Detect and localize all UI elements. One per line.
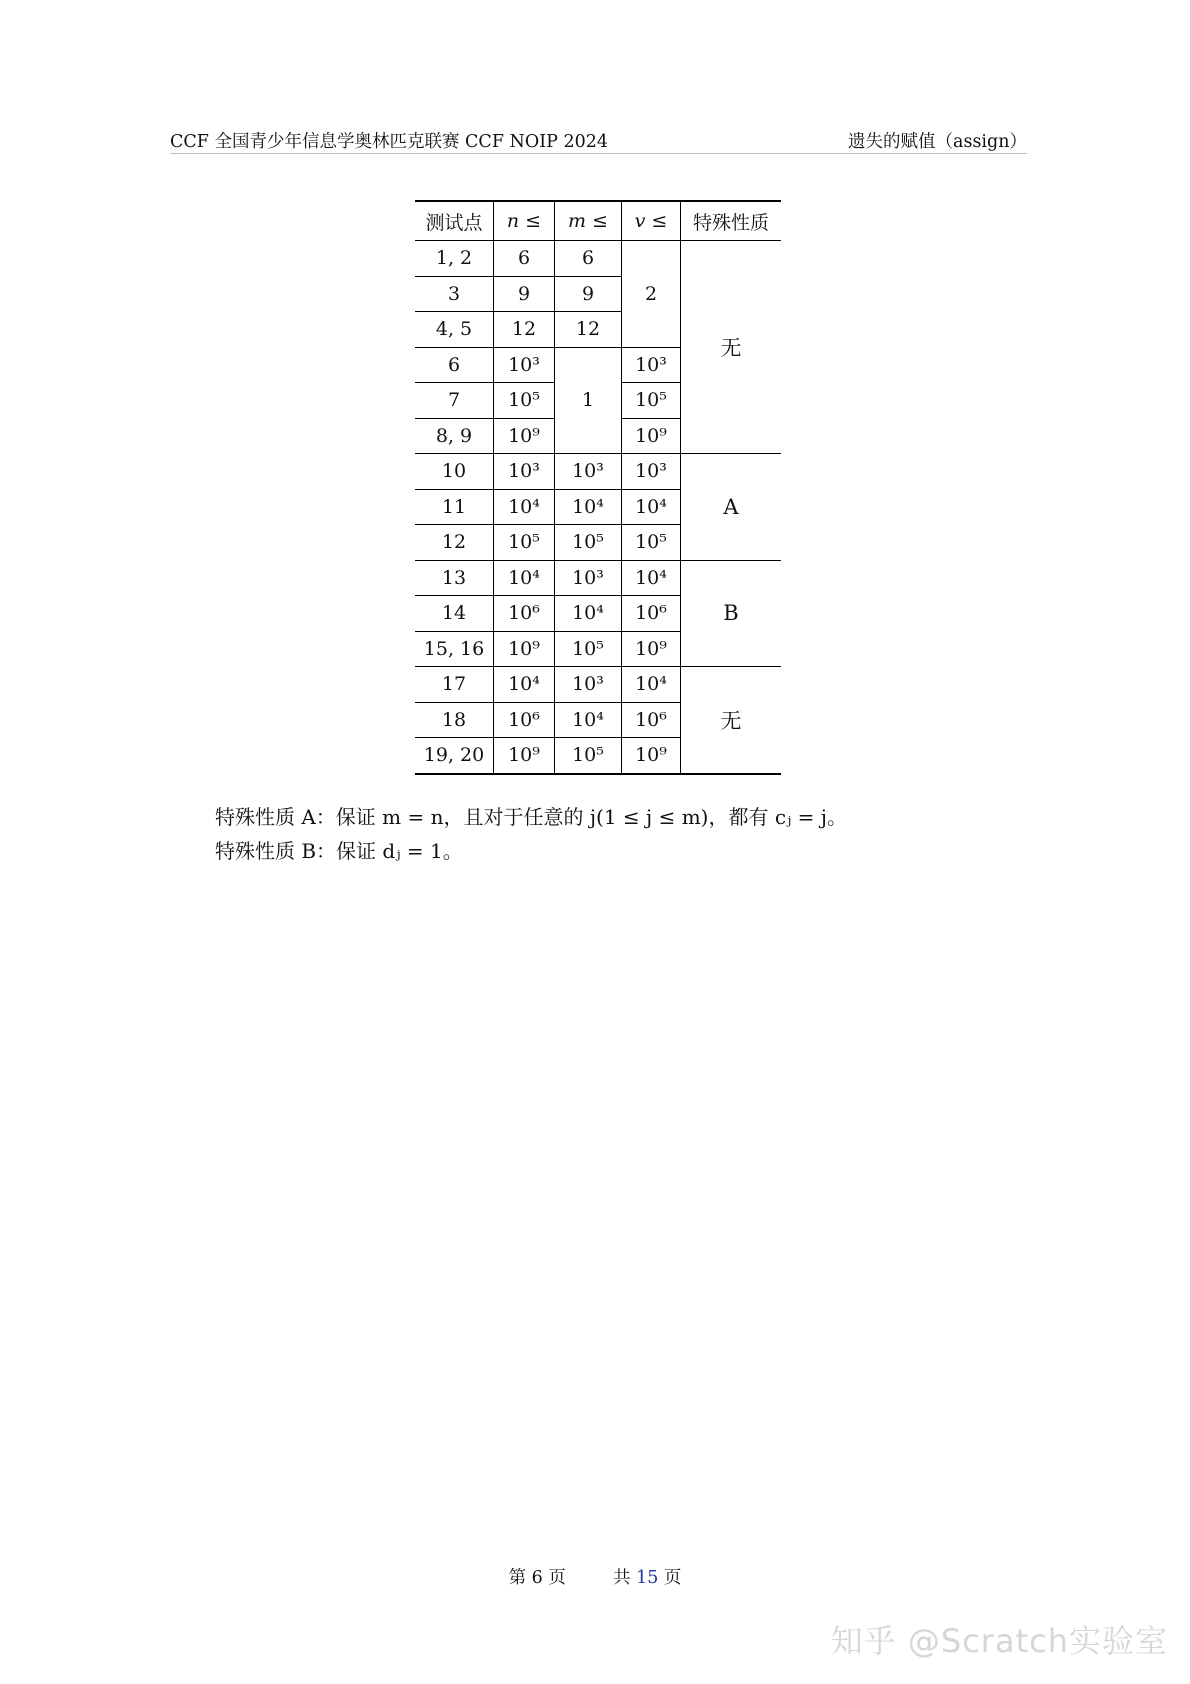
header-n-cell: n ≤ [494, 201, 555, 241]
m-cell: 10⁴ [555, 596, 622, 632]
test-cell: 6 [415, 347, 494, 383]
v-cell: 10⁴ [622, 489, 681, 525]
header-property-cell: 特殊性质 [681, 201, 782, 241]
page-number: 第 6 页 [508, 1568, 566, 1588]
n-cell: 10³ [494, 347, 555, 383]
header-m-cell: m ≤ [555, 201, 622, 241]
v-cell: 10⁴ [622, 667, 681, 703]
table-header-row [415, 201, 781, 241]
test-cell: 18 [415, 702, 494, 738]
v-cell: 10⁴ [622, 560, 681, 596]
m-cell: 10³ [555, 560, 622, 596]
header-v-cell: v ≤ [622, 201, 681, 241]
m-cell: 12 [555, 312, 622, 348]
n-cell: 10⁴ [494, 667, 555, 703]
property-cell-none: 无 [681, 241, 782, 454]
v-cell: 10⁶ [622, 596, 681, 632]
test-cell: 3 [415, 276, 494, 312]
property-b-note: 特殊性质 B：保证 dⱼ = 1。 [215, 839, 463, 863]
total-pages-suffix: 页 [663, 1568, 682, 1588]
test-cell: 7 [415, 383, 494, 419]
table-row [415, 560, 781, 596]
n-cell: 10⁶ [494, 596, 555, 632]
n-cell: 10⁹ [494, 418, 555, 454]
v-cell: 10⁹ [622, 418, 681, 454]
special-properties-notes [215, 800, 847, 868]
test-cell: 8, 9 [415, 418, 494, 454]
m-cell-merged: 1 [555, 347, 622, 454]
test-cell: 10 [415, 454, 494, 490]
table-row [415, 241, 781, 277]
test-cell: 19, 20 [415, 738, 494, 774]
page-header [170, 128, 1027, 153]
n-cell: 10³ [494, 454, 555, 490]
property-a-note: 特殊性质 A：保证 m = n，且对于任意的 j(1 ≤ j ≤ m)，都有 cⱼ = j。 [215, 805, 847, 829]
test-cell: 11 [415, 489, 494, 525]
header-rule [170, 153, 1027, 154]
n-cell: 10⁴ [494, 560, 555, 596]
header-problem-title: 遗失的赋值（assign） [848, 132, 1027, 152]
total-pages-number[interactable]: 15 [636, 1568, 659, 1588]
property-cell-a: A [681, 454, 782, 561]
test-cell: 13 [415, 560, 494, 596]
total-pages-prefix: 共 [612, 1568, 631, 1588]
m-cell: 10⁵ [555, 738, 622, 774]
n-cell: 10⁴ [494, 489, 555, 525]
v-cell: 10³ [622, 347, 681, 383]
table-row [415, 667, 781, 703]
test-cell: 1, 2 [415, 241, 494, 277]
m-cell: 10³ [555, 454, 622, 490]
m-cell: 10³ [555, 667, 622, 703]
v-cell: 10⁵ [622, 383, 681, 419]
v-cell: 10⁶ [622, 702, 681, 738]
test-cell: 4, 5 [415, 312, 494, 348]
property-cell-b: B [681, 560, 782, 667]
property-cell-none: 无 [681, 667, 782, 774]
test-cell: 17 [415, 667, 494, 703]
n-cell: 10⁶ [494, 702, 555, 738]
m-cell: 10⁵ [555, 631, 622, 667]
zhihu-watermark: 知乎 @Scratch实验室 [830, 1622, 1168, 1660]
m-cell: 10⁴ [555, 702, 622, 738]
m-cell: 6 [555, 241, 622, 277]
table-row [415, 454, 781, 490]
n-cell: 10⁹ [494, 738, 555, 774]
page-footer [0, 1564, 1190, 1589]
m-cell: 10⁴ [555, 489, 622, 525]
n-cell: 12 [494, 312, 555, 348]
constraints-table [415, 200, 781, 775]
header-contest-title: CCF 全国青少年信息学奥林匹克联赛 CCF NOIP 2024 [170, 132, 608, 152]
n-cell: 10⁵ [494, 383, 555, 419]
test-cell: 14 [415, 596, 494, 632]
n-cell: 10⁹ [494, 631, 555, 667]
v-cell-merged: 2 [622, 241, 681, 348]
v-cell: 10⁵ [622, 525, 681, 561]
test-cell: 15, 16 [415, 631, 494, 667]
m-cell: 9 [555, 276, 622, 312]
v-cell: 10⁹ [622, 738, 681, 774]
test-cell: 12 [415, 525, 494, 561]
header-test-cell: 测试点 [415, 201, 494, 241]
n-cell: 10⁵ [494, 525, 555, 561]
v-cell: 10³ [622, 454, 681, 490]
n-cell: 9 [494, 276, 555, 312]
v-cell: 10⁹ [622, 631, 681, 667]
n-cell: 6 [494, 241, 555, 277]
m-cell: 10⁵ [555, 525, 622, 561]
